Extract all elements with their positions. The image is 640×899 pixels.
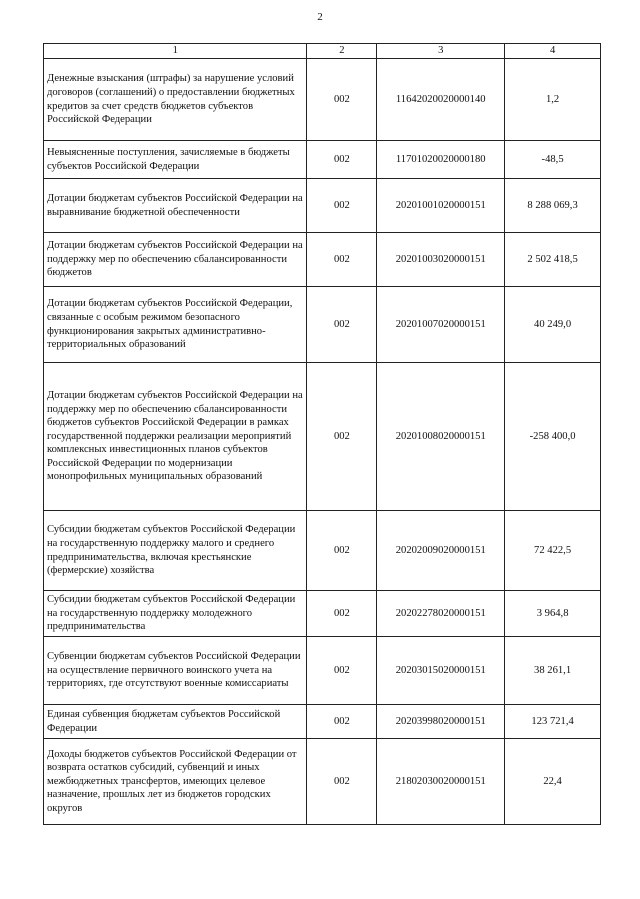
row-budget-code-cell: 21802030020000151: [377, 739, 505, 825]
table-row: [44, 363, 601, 511]
table-row: [44, 233, 601, 287]
table-header-row: [44, 44, 601, 59]
row-budget-code-cell: 20202009020000151: [377, 511, 505, 591]
row-budget-code-cell: 20201003020000151: [377, 233, 505, 287]
table-row: [44, 637, 601, 705]
row-name-cell: Невыясненные поступления, зачисляемые в бюджеты субъектов Российской Федерации: [44, 141, 307, 179]
row-amount-cell: 22,4: [505, 739, 601, 825]
table-row: [44, 141, 601, 179]
row-budget-code-cell: 11642020020000140: [377, 59, 505, 141]
row-budget-code-cell: 11701020020000180: [377, 141, 505, 179]
row-admin-code-cell: 002: [307, 233, 377, 287]
table-row: [44, 511, 601, 591]
row-amount-cell: 1,2: [505, 59, 601, 141]
row-name-cell: Дотации бюджетам субъектов Российской Федерации на выравнивание бюджетной обеспеченности: [44, 179, 307, 233]
row-admin-code-cell: 002: [307, 59, 377, 141]
row-amount-cell: 2 502 418,5: [505, 233, 601, 287]
row-amount-cell: -48,5: [505, 141, 601, 179]
row-budget-code-cell: 20203015020000151: [377, 637, 505, 705]
row-admin-code-cell: 002: [307, 511, 377, 591]
row-budget-code-cell: 20203998020000151: [377, 705, 505, 739]
row-name-cell: Дотации бюджетам субъектов Российской Федерации на поддержку мер по обеспечению сбалансированности бюджетов субъектов Российской Федерации в рамках государственной поддержки реализации мероприятий комплексных инвестиционных планов субъектов Российской Федерации по модернизации монопрофильных муниципальных образований: [44, 363, 307, 511]
row-name-cell: Дотации бюджетам субъектов Российской Федерации на поддержку мер по обеспечению сбалансированности бюджетов: [44, 233, 307, 287]
row-admin-code-cell: 002: [307, 739, 377, 825]
table-row: [44, 179, 601, 233]
row-amount-cell: -258 400,0: [505, 363, 601, 511]
row-budget-code-cell: 20202278020000151: [377, 591, 505, 637]
row-admin-code-cell: 002: [307, 591, 377, 637]
column-header-3: 3: [377, 44, 505, 59]
row-amount-cell: 38 261,1: [505, 637, 601, 705]
row-name-cell: Денежные взыскания (штрафы) за нарушение условий договоров (соглашений) о предоставлении бюджетных кредитов за счет средств бюджетов субъектов Российской Федерации: [44, 59, 307, 141]
table-row: [44, 705, 601, 739]
row-name-cell: Субсидии бюджетам субъектов Российской Федерации на государственную поддержку молодежного предпринимательства: [44, 591, 307, 637]
table-row: [44, 739, 601, 825]
row-name-cell: Субвенции бюджетам субъектов Российской Федерации на осуществление первичного воинского учета на территориях, где отсутствуют военные комиссариаты: [44, 637, 307, 705]
row-budget-code-cell: 20201001020000151: [377, 179, 505, 233]
row-budget-code-cell: 20201007020000151: [377, 287, 505, 363]
budget-revenue-table: [43, 43, 601, 825]
row-name-cell: Доходы бюджетов субъектов Российской Федерации от возврата остатков субсидий, субвенций и иных межбюджетных трансфертов, имеющих целевое назначение, прошлых лет из бюджетов городских округов: [44, 739, 307, 825]
row-admin-code-cell: 002: [307, 179, 377, 233]
row-amount-cell: 40 249,0: [505, 287, 601, 363]
column-header-1: 1: [44, 44, 307, 59]
row-name-cell: Дотации бюджетам субъектов Российской Федерации, связанные с особым режимом безопасного функционирования закрытых административно-территориальных образований: [44, 287, 307, 363]
table-row: [44, 287, 601, 363]
table-row: [44, 59, 601, 141]
column-header-2: 2: [307, 44, 377, 59]
column-header-4: 4: [505, 44, 601, 59]
row-amount-cell: 3 964,8: [505, 591, 601, 637]
row-name-cell: Единая субвенция бюджетам субъектов Российской Федерации: [44, 705, 307, 739]
row-name-cell: Субсидии бюджетам субъектов Российской Федерации на государственную поддержку малого и среднего предпринимательства, включая крестьянские (фермерские) хозяйства: [44, 511, 307, 591]
row-admin-code-cell: 002: [307, 287, 377, 363]
row-amount-cell: 72 422,5: [505, 511, 601, 591]
row-admin-code-cell: 002: [307, 705, 377, 739]
row-admin-code-cell: 002: [307, 363, 377, 511]
table-row: [44, 591, 601, 637]
row-budget-code-cell: 20201008020000151: [377, 363, 505, 511]
page-number: 2: [317, 11, 323, 23]
row-amount-cell: 123 721,4: [505, 705, 601, 739]
row-admin-code-cell: 002: [307, 141, 377, 179]
row-admin-code-cell: 002: [307, 637, 377, 705]
row-amount-cell: 8 288 069,3: [505, 179, 601, 233]
